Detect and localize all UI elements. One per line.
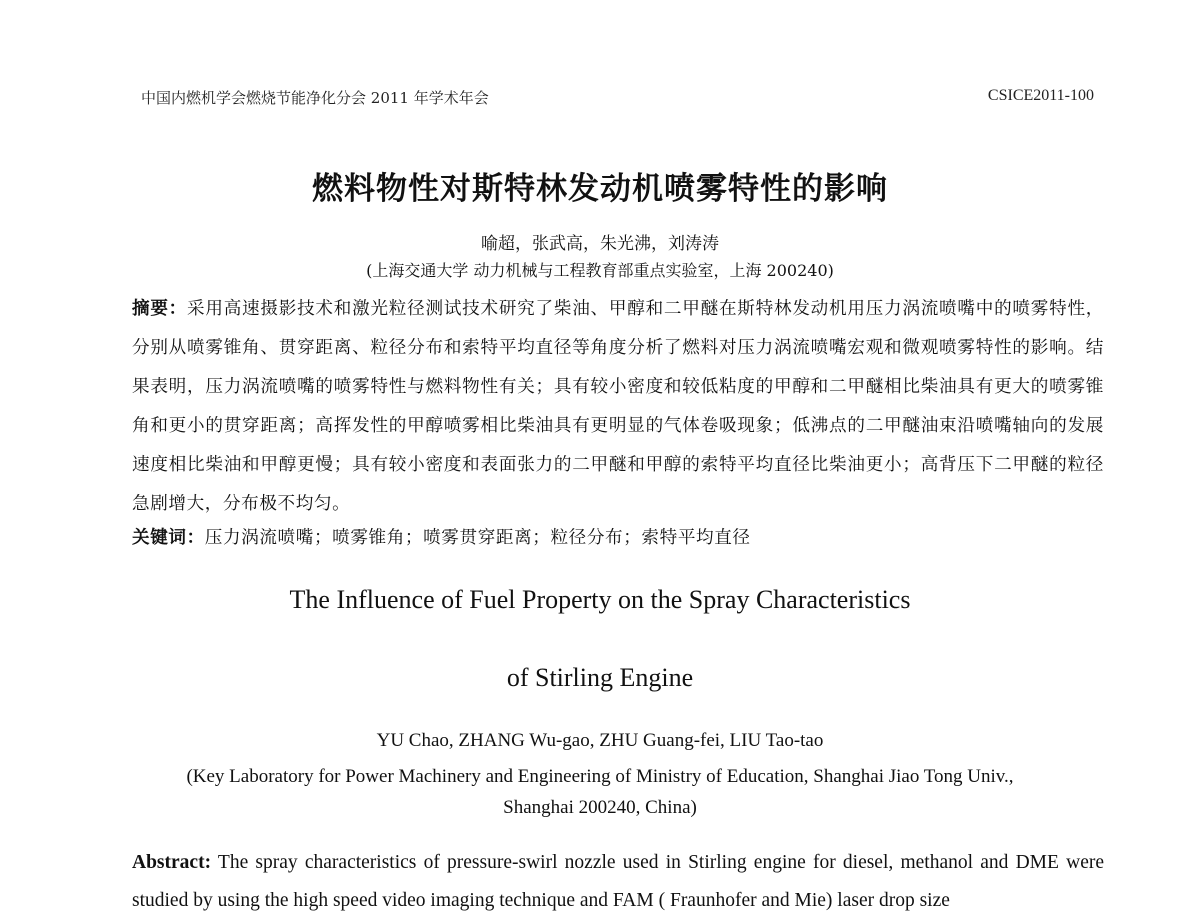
chinese-keywords	[132, 524, 751, 549]
chinese-abstract	[132, 290, 1104, 524]
chinese-abstract-label: 摘要：	[132, 299, 188, 319]
paper-id: CSICE2011-100	[987, 87, 1094, 104]
english-title-line2: of Stirling Engine	[506, 663, 694, 692]
english-abstract	[132, 844, 1104, 920]
chinese-keywords-label: 关键词：	[132, 528, 205, 548]
chinese-title: 燃料物性对斯特林发动机喷雾特性的影响	[312, 171, 888, 207]
chinese-affiliation: (上海交通大学 动力机械与工程教育部重点实验室，上海 200240)	[366, 261, 834, 280]
english-affiliation: (Key Laboratory for Power Machinery and Engineering of Ministry of Education, Shanghai Jiao Tong Univ., Shanghai 200240, China)	[186, 766, 1014, 818]
english-abstract-text: The spray characteristics of pressure-swirl nozzle used in Stirling engine for diesel, methanol and DME were studied by using the high speed video imaging technique and FAM ( Fraunhofer and Mie) laser drop size	[132, 852, 1104, 911]
chinese-keywords-text: 压力涡流喷嘴；喷雾锥角；喷雾贯穿距离；粒径分布；索特平均直径	[204, 528, 751, 548]
chinese-authors: 喻超，张武高，朱光沸，刘涛涛	[481, 234, 719, 254]
chinese-abstract-text: 采用高速摄影技术和激光粒径测试技术研究了柴油、甲醇和二甲醚在斯特林发动机用压力涡流喷嘴中的喷雾特性，分别从喷雾锥角、贯穿距离、粒径分布和索特平均直径等角度分析了燃料对压力涡流喷嘴宏观和微观喷雾特性的影响。结果表明，压力涡流喷嘴的喷雾特性与燃料物性有关；具有较小密度和较低粘度的甲醇和二甲醚相比柴油具有更大的喷雾锥角和更小的贯穿距离；高挥发性的甲醇喷雾相比柴油具有更明显的气体卷吸现象；低沸点的二甲醚油束沿喷嘴轴向的发展速度相比柴油和甲醇更慢；具有较小密度和表面张力的二甲醚和甲醇的索特平均直径比柴油更小；高背压下二甲醚的粒径急剧增大，分布极不均匀。	[132, 299, 1104, 514]
english-authors: YU Chao, ZHANG Wu-gao, ZHU Guang-fei, LIU Tao-tao	[376, 730, 824, 751]
conference-header: 中国内燃机学会燃烧节能净化分会 2011 年学术年会	[141, 89, 489, 107]
english-abstract-label: Abstract:	[132, 852, 212, 873]
english-title-line1: The Influence of Fuel Property on the Spray Characteristics	[289, 585, 911, 614]
